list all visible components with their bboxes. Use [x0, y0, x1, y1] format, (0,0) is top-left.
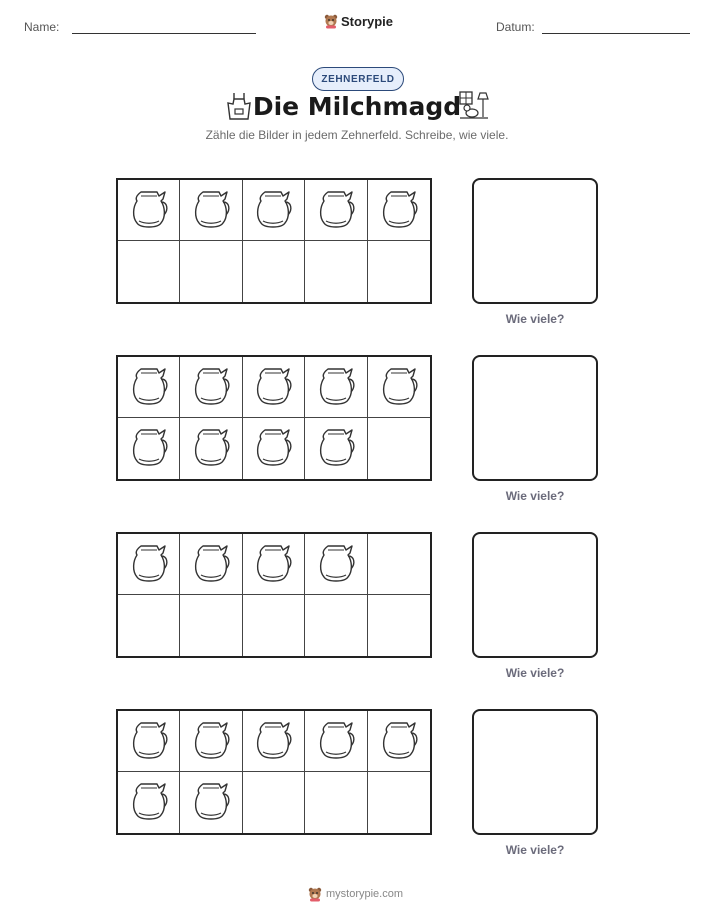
worksheet-type-badge: ZEHNERFELD: [312, 67, 404, 91]
milk-jug-icon: [379, 718, 419, 765]
ten-frame-cell: [368, 711, 430, 772]
ten-frame-cell: [243, 595, 305, 656]
ten-frame-cell: [118, 711, 180, 772]
ten-frame-cell: [368, 357, 430, 418]
ten-frame-cell: [243, 711, 305, 772]
milk-jug-icon: [253, 425, 293, 472]
milk-jug-icon: [129, 425, 169, 472]
milk-jug-icon: [129, 364, 169, 411]
milk-jug-icon: [129, 779, 169, 826]
milk-jug-icon: [129, 541, 169, 588]
milk-jug-icon: [253, 718, 293, 765]
milk-jug-icon: [316, 187, 356, 234]
ten-frame: [116, 532, 432, 658]
milk-jug-icon: [379, 364, 419, 411]
ten-frame-cell: [243, 241, 305, 302]
milk-jug-icon: [191, 425, 231, 472]
ten-frame-cell: [305, 241, 367, 302]
milk-jug-icon: [316, 541, 356, 588]
milk-jug-icon: [191, 364, 231, 411]
storypie-logo: [324, 13, 393, 29]
date-field[interactable]: [542, 33, 690, 34]
ten-frame-cell: [118, 241, 180, 302]
ten-frame: [116, 355, 432, 481]
ten-frame-cell: [180, 534, 242, 595]
ten-frame-cell: [118, 534, 180, 595]
ten-frame-cell: [305, 595, 367, 656]
ten-frame-cell: [368, 241, 430, 302]
ten-frame-cell: [243, 534, 305, 595]
date-label: Datum:: [496, 20, 535, 34]
how-many-label: Wie viele?: [505, 312, 565, 326]
milk-jug-icon: [191, 779, 231, 826]
milk-jug-icon: [379, 187, 419, 234]
kitchen-cat-icon: [458, 89, 490, 121]
ten-frame-cell: [305, 180, 367, 241]
brand-name: Storypie: [341, 13, 394, 29]
instructions: Zähle die Bilder in jedem Zehnerfeld. Schreibe, wie viele.: [205, 128, 509, 142]
ten-frame-cell: [368, 595, 430, 656]
milk-jug-icon: [129, 718, 169, 765]
ten-frame-cell: [305, 418, 367, 479]
footer: [308, 886, 403, 902]
ten-frame-cell: [243, 418, 305, 479]
ten-frame-cell: [180, 418, 242, 479]
ten-frame-cell: [243, 772, 305, 833]
name-field[interactable]: [72, 33, 256, 34]
bear-mascot-icon: [308, 886, 322, 902]
milk-jug-icon: [191, 541, 231, 588]
answer-box[interactable]: [472, 709, 598, 835]
milk-jug-icon: [316, 718, 356, 765]
page-title: Die Milchmagd: [252, 92, 462, 121]
ten-frame-cell: [118, 418, 180, 479]
ten-frame-cell: [243, 357, 305, 418]
bear-mascot-icon: [324, 13, 338, 29]
ten-frame-cell: [368, 772, 430, 833]
answer-box[interactable]: [472, 178, 598, 304]
milk-jug-icon: [191, 187, 231, 234]
ten-frame-cell: [305, 357, 367, 418]
ten-frame-cell: [118, 772, 180, 833]
name-label: Name:: [24, 20, 60, 34]
ten-frame-cell: [118, 595, 180, 656]
milk-jug-icon: [316, 425, 356, 472]
milk-jug-icon: [316, 364, 356, 411]
milk-jug-icon: [253, 187, 293, 234]
milk-jug-icon: [129, 187, 169, 234]
ten-frame-cell: [118, 357, 180, 418]
ten-frame-cell: [305, 772, 367, 833]
milk-jug-icon: [253, 541, 293, 588]
ten-frame-cell: [180, 357, 242, 418]
ten-frame-cell: [368, 180, 430, 241]
how-many-label: Wie viele?: [505, 489, 565, 503]
answer-box[interactable]: [472, 355, 598, 481]
ten-frame-cell: [118, 180, 180, 241]
ten-frame-cell: [180, 595, 242, 656]
footer-url: mystorypie.com: [326, 888, 404, 900]
ten-frame-cell: [305, 711, 367, 772]
ten-frame: [116, 709, 432, 835]
answer-box[interactable]: [472, 532, 598, 658]
ten-frame-cell: [180, 772, 242, 833]
how-many-label: Wie viele?: [505, 666, 565, 680]
ten-frame-cell: [243, 180, 305, 241]
ten-frame-cell: [180, 711, 242, 772]
ten-frame-cell: [368, 418, 430, 479]
ten-frame: [116, 178, 432, 304]
milk-jug-icon: [191, 718, 231, 765]
ten-frame-cell: [368, 534, 430, 595]
how-many-label: Wie viele?: [505, 843, 565, 857]
ten-frame-cell: [180, 241, 242, 302]
milk-jug-icon: [253, 364, 293, 411]
ten-frame-cell: [180, 180, 242, 241]
ten-frame-cell: [305, 534, 367, 595]
